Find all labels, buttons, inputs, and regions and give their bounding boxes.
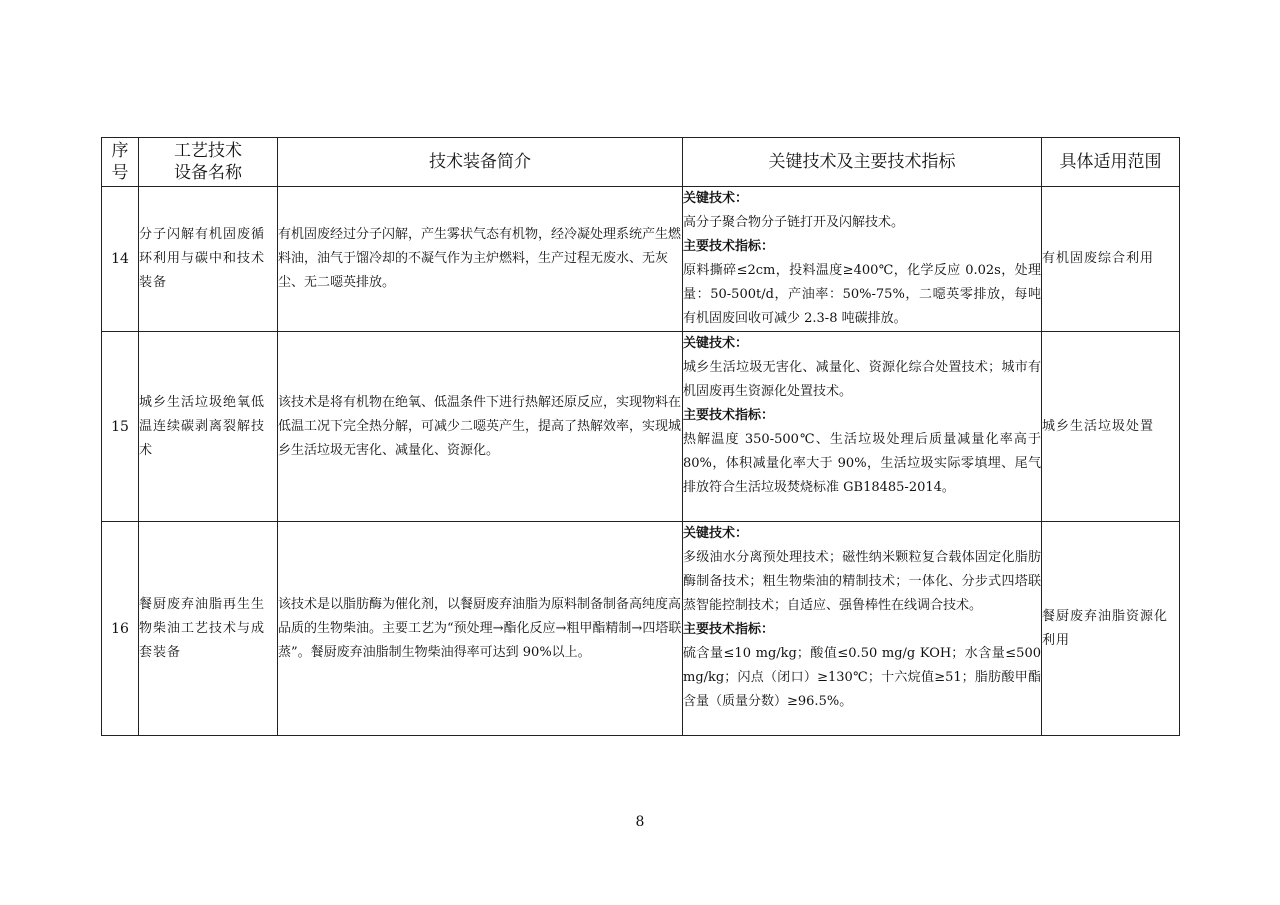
row-name: 城乡生活垃圾绝氧低温连续碳剥离裂解技术 — [139, 332, 278, 522]
key-label: 关键技术： — [683, 191, 749, 206]
metric-text: 原料撕碎≤2cm，投料温度≥400℃，化学反应 0.02s，处理量：50-500t/d，产油率：50%-75%，二噁英零排放，每吨有机固废回收可减少 2.3-8 吨碳排放。 — [683, 263, 1041, 326]
row-key-metrics — [683, 187, 1042, 332]
row-key-metrics — [683, 522, 1042, 736]
table-row — [102, 187, 1180, 332]
header-scope: 具体适用范围 — [1042, 138, 1180, 187]
table-row — [102, 332, 1180, 522]
row-scope: 城乡生活垃圾处置 — [1042, 332, 1180, 522]
header-index: 序 号 — [102, 138, 139, 187]
header-name: 工艺技术 设备名称 — [139, 138, 278, 187]
row-scope: 餐厨废弃油脂资源化利用 — [1042, 522, 1180, 736]
row-index: 16 — [102, 522, 139, 736]
table-row — [102, 522, 1180, 736]
row-index: 15 — [102, 332, 139, 522]
row-intro: 该技术是以脂肪酶为催化剂，以餐厨废弃油脂为原料制备制备高纯度高品质的生物柴油。主要工艺为“预处理→酯化反应→粗甲酯精制→四塔联蒸”。餐厨废弃油脂制生物柴油得率可达到 90%以上。 — [278, 522, 683, 736]
key-text: 城乡生活垃圾无害化、减量化、资源化综合处置技术；城市有机固废再生资源化处置技术。 — [683, 360, 1041, 399]
key-text: 高分子聚合物分子链打开及闪解技术。 — [683, 215, 905, 230]
metric-label: 主要技术指标： — [683, 408, 775, 423]
technology-table — [101, 137, 1180, 736]
header-row — [102, 138, 1180, 187]
metric-label: 主要技术指标： — [683, 622, 775, 637]
header-intro: 技术装备简介 — [278, 138, 683, 187]
page-number: 8 — [635, 814, 645, 830]
row-scope: 有机固废综合利用 — [1042, 187, 1180, 332]
row-name: 餐厨废弃油脂再生生物柴油工艺技术与成套装备 — [139, 522, 278, 736]
key-label: 关键技术： — [683, 336, 749, 351]
row-name: 分子闪解有机固废循环利用与碳中和技术装备 — [139, 187, 278, 332]
metric-label: 主要技术指标： — [683, 239, 775, 254]
row-key-metrics — [683, 332, 1042, 522]
key-text: 多级油水分离预处理技术；磁性纳米颗粒复合载体固定化脂肪酶制备技术；粗生物柴油的精制技术；一体化、分步式四塔联蒸智能控制技术；自适应、强鲁棒性在线调合技术。 — [683, 550, 1041, 613]
row-intro: 有机固废经过分子闪解，产生雾状气态有机物，经冷凝处理系统产生燃料油，油气于馏冷却的不凝气作为主炉燃料，生产过程无废水、无灰尘、无二噁英排放。 — [278, 187, 683, 332]
key-label: 关键技术： — [683, 526, 749, 541]
row-index: 14 — [102, 187, 139, 332]
header-key: 关键技术及主要技术指标 — [683, 138, 1042, 187]
metric-text: 热解温度 350-500℃、生活垃圾处理后质量减量化率高于 80%，体积减量化率大于 90%，生活垃圾实际零填埋、尾气排放符合生活垃圾焚烧标准 GB18485-2014。 — [683, 432, 1041, 495]
row-intro: 该技术是将有机物在绝氧、低温条件下进行热解还原反应，实现物料在低温工况下完全热分解，可减少二噁英产生，提高了热解效率，实现城乡生活垃圾无害化、减量化、资源化。 — [278, 332, 683, 522]
metric-text: 硫含量≤10 mg/kg；酸值≤0.50 mg/g KOH；水含量≤500 mg/kg；闪点（闭口）≥130℃；十六烷值≥51；脂肪酸甲酯含量（质量分数）≥96.5%。 — [683, 646, 1041, 709]
